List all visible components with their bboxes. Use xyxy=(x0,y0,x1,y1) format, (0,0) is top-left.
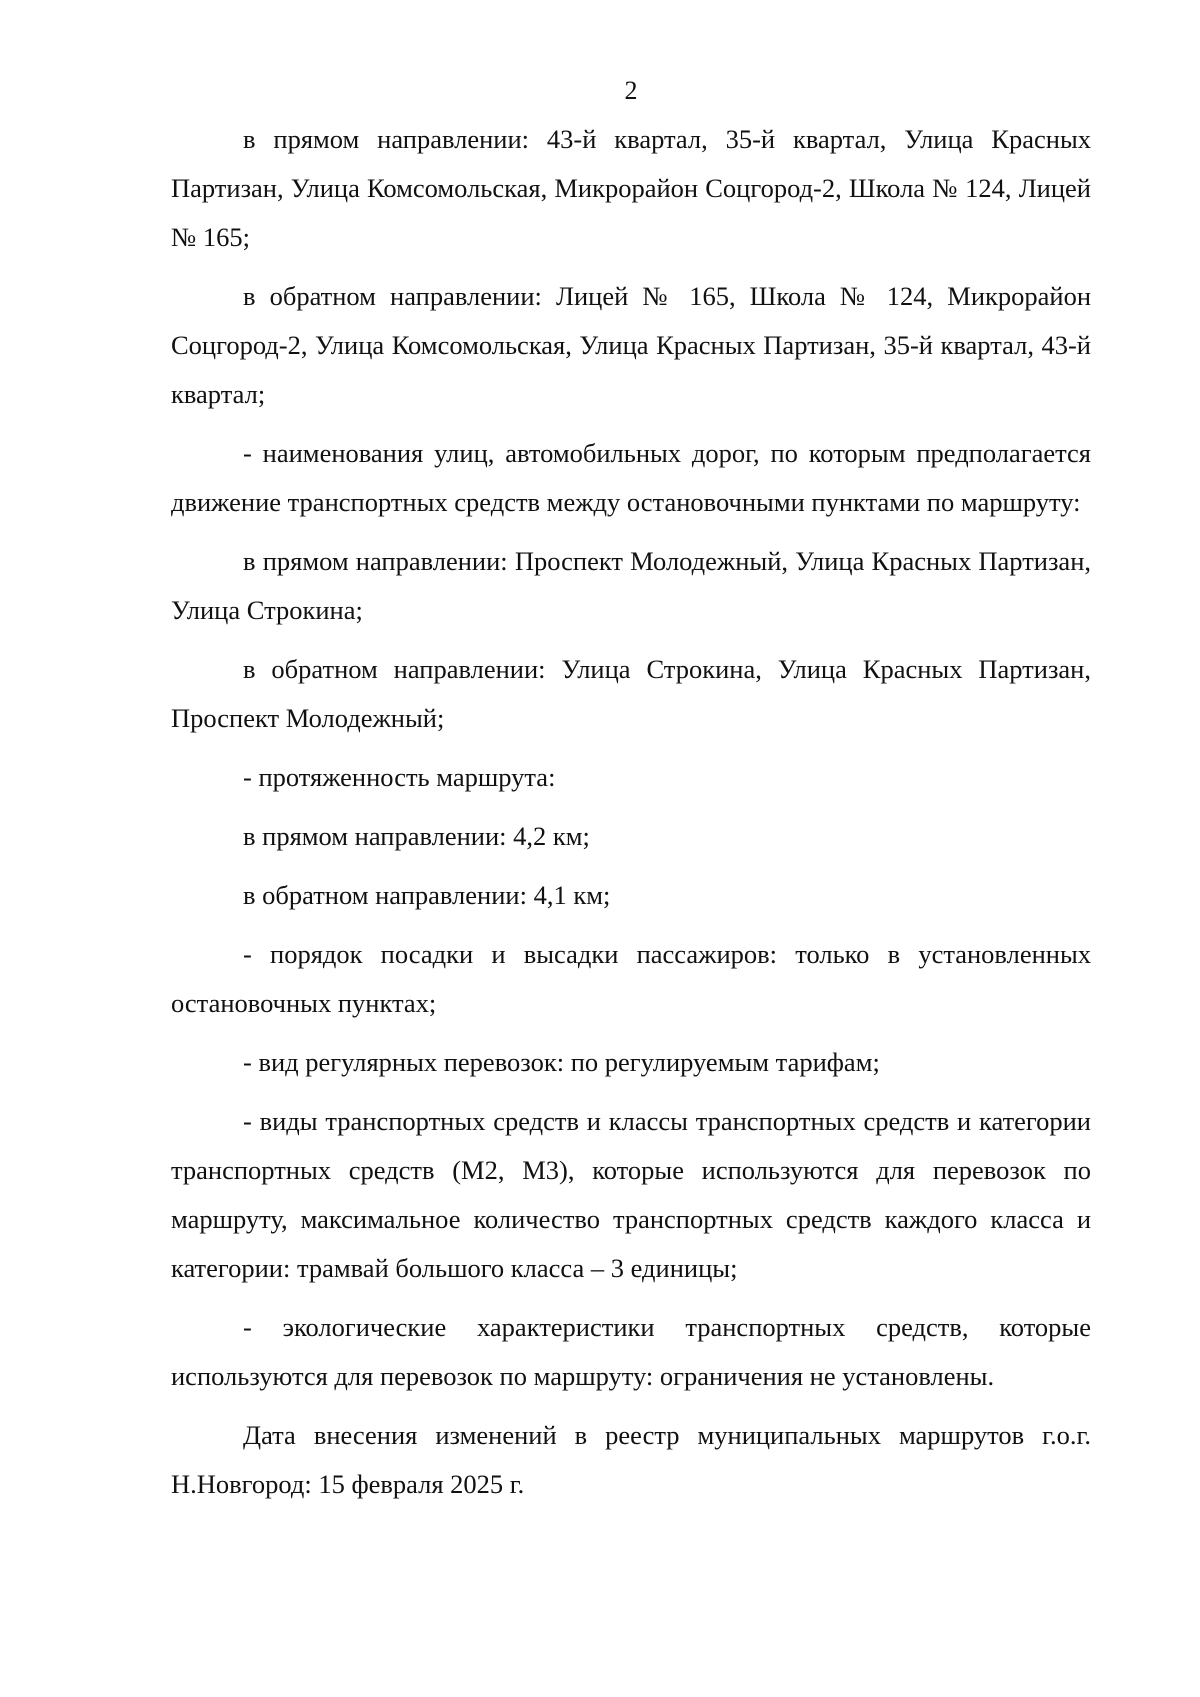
paragraph-forward-streets: в прямом направлении: Проспект Молодежный, Улица Красных Партизан, Улица Строкина; xyxy=(171,546,1091,625)
paragraph-boarding-order: - порядок посадки и высадки пассажиров: только в установленных остановочных пунктах; xyxy=(171,939,1091,1018)
paragraph-route-length: - протяженность маршрута: xyxy=(243,762,556,792)
paragraph-forward-length: в прямом направлении: 4,2 км; xyxy=(243,821,590,851)
paragraph-forward-stops: в прямом направлении: 43-й квартал, 35-й квартал, Улица Красных Партизан, Улица Комсомольская, Микрорайон Соцгород-2, Школа № 124, Лицей № 165; xyxy=(171,124,1091,252)
paragraph-vehicle-classes: - виды транспортных средств и классы транспортных средств и категории транспортных средств (М2, М3), которые используются для перевозок по маршруту, максимальное количество транспортных средств каждого класса и категории: трамвай большого класса – 3 единицы; xyxy=(171,1106,1091,1283)
paragraph-reverse-streets: в обратном направлении: Улица Строкина, Улица Красных Партизан, Проспект Молодежный; xyxy=(171,654,1091,733)
paragraph-reverse-stops: в обратном направлении: Лицей № 165, Школа № 124, Микрорайон Соцгород-2, Улица Комсомольская, Улица Красных Партизан, 35-й квартал, 43-й квартал; xyxy=(171,281,1091,409)
page-number: 2 xyxy=(624,76,638,105)
paragraph-reverse-length: в обратном направлении: 4,1 км; xyxy=(243,880,611,910)
paragraph-street-names: - наименования улиц, автомобильных дорог, по которым предполагается движение транспортных средств между остановочными пунктами по маршруту: xyxy=(171,438,1091,517)
paragraph-registry-date: Дата внесения изменений в реестр муниципальных маршрутов г.о.г. Н.Новгород: 15 февраля 2025 г. xyxy=(171,1420,1091,1499)
paragraph-transport-type: - вид регулярных перевозок: по регулируемым тарифам; xyxy=(243,1047,880,1077)
document-body xyxy=(171,115,1091,1519)
paragraph-ecological: - экологические характеристики транспортных средств, которые используются для перевозок по маршруту: ограничения не установлены. xyxy=(171,1312,1091,1391)
